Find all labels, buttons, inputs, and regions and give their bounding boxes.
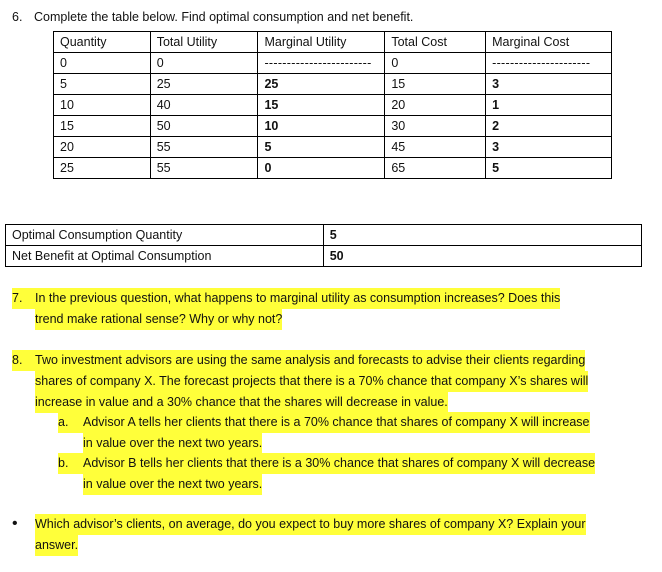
label-optimal-quantity: Optimal Consumption Quantity [6, 225, 324, 246]
sub-item-line: in value over the next two years. [83, 433, 262, 454]
cell-marginal-cost: 2 [486, 116, 612, 137]
sub-item-marker: a. [58, 412, 83, 433]
sub-item-marker: b. [58, 453, 83, 474]
table-row [6, 225, 642, 246]
optimal-consumption-table [5, 224, 642, 267]
cell-total-cost: 0 [385, 53, 486, 74]
question-number: 7. [12, 288, 35, 309]
cell-total-utility: 50 [150, 116, 258, 137]
cell-quantity: 15 [54, 116, 151, 137]
cell-marginal-utility: 5 [258, 137, 385, 158]
table-row [54, 137, 612, 158]
question-text: Complete the table below. Find optimal consumption and net benefit. [34, 10, 414, 24]
cell-total-cost: 45 [385, 137, 486, 158]
cell-marginal-utility: 0 [258, 158, 385, 179]
cell-total-cost: 20 [385, 95, 486, 116]
cell-quantity: 0 [54, 53, 151, 74]
question-line: Two investment advisors are using the same analysis and forecasts to advise their clients regarding [35, 350, 585, 371]
cell-marginal-utility: 10 [258, 116, 385, 137]
bullet-icon: • [12, 515, 18, 532]
question-line: answer. [35, 535, 78, 556]
sub-item-line: in value over the next two years. [83, 474, 262, 495]
cell-quantity: 20 [54, 137, 151, 158]
header-marginal-utility: Marginal Utility [258, 32, 385, 53]
cell-quantity: 25 [54, 158, 151, 179]
cell-total-cost: 15 [385, 74, 486, 95]
label-net-benefit: Net Benefit at Optimal Consumption [6, 246, 324, 267]
cell-marginal-cost: 1 [486, 95, 612, 116]
question-line: shares of company X. The forecast projects that there is a 70% chance that company X’s shares will [35, 371, 588, 392]
cell-marginal-cost: 5 [486, 158, 612, 179]
header-total-cost: Total Cost [385, 32, 486, 53]
cell-total-utility: 55 [150, 158, 258, 179]
sub-item-line: Advisor A tells her clients that there is a 70% chance that shares of company X will increase [83, 412, 590, 433]
question-line: Which advisor’s clients, on average, do you expect to buy more shares of company X? Explain your [35, 514, 586, 535]
cell-quantity: 5 [54, 74, 151, 95]
table-row [54, 116, 612, 137]
utility-cost-table [53, 31, 612, 179]
cell-marginal-cost: 3 [486, 74, 612, 95]
header-marginal-cost: Marginal Cost [486, 32, 612, 53]
question-line: trend make rational sense? Why or why not? [35, 309, 282, 330]
table-row [54, 95, 612, 116]
question-number: 8. [12, 350, 35, 371]
question-line: increase in value and a 30% chance that the shares will decrease in value. [35, 392, 448, 413]
table-row [54, 53, 612, 74]
table-row [54, 74, 612, 95]
cell-total-utility: 55 [150, 137, 258, 158]
cell-marginal-cost: ---------------------- [486, 53, 612, 74]
cell-total-utility: 0 [150, 53, 258, 74]
cell-total-utility: 40 [150, 95, 258, 116]
question-line: In the previous question, what happens to marginal utility as consumption increases? Does this [35, 288, 560, 309]
value-net-benefit: 50 [323, 246, 641, 267]
cell-marginal-cost: 3 [486, 137, 612, 158]
sub-item-line: Advisor B tells her clients that there is a 30% chance that shares of company X will decrease [83, 453, 595, 474]
cell-total-cost: 30 [385, 116, 486, 137]
table-header-row [54, 32, 612, 53]
cell-marginal-utility: ------------------------ [258, 53, 385, 74]
header-quantity: Quantity [54, 32, 151, 53]
header-total-utility: Total Utility [150, 32, 258, 53]
cell-marginal-utility: 25 [258, 74, 385, 95]
cell-marginal-utility: 15 [258, 95, 385, 116]
cell-total-utility: 25 [150, 74, 258, 95]
value-optimal-quantity: 5 [323, 225, 641, 246]
question-6 [12, 10, 413, 24]
table-row [6, 246, 642, 267]
cell-quantity: 10 [54, 95, 151, 116]
cell-total-cost: 65 [385, 158, 486, 179]
question-number: 6. [12, 10, 23, 24]
table-row [54, 158, 612, 179]
